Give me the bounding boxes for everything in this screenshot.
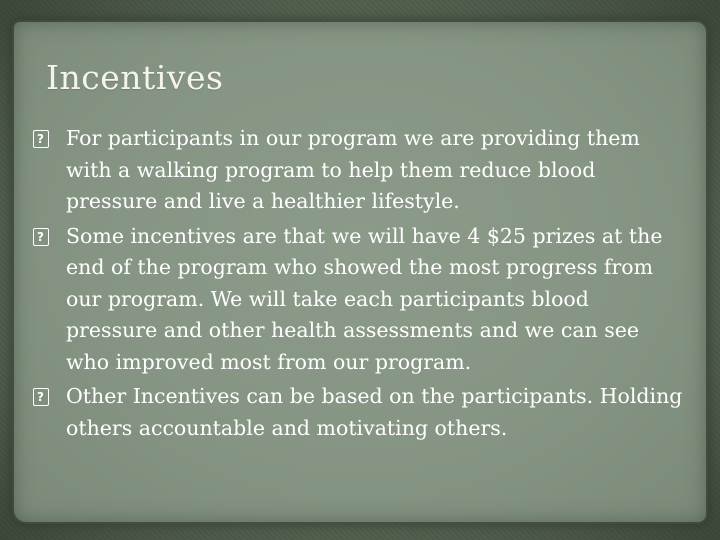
bullet-text: Other Incentives can be based on the participants. Holding others accountable and motivating others. <box>66 384 683 440</box>
missing-glyph-box-icon <box>33 228 49 246</box>
missing-glyph-box-icon <box>33 388 49 406</box>
bullet-item <box>33 221 683 379</box>
bullet-item <box>33 123 683 218</box>
bullet-item <box>33 381 683 444</box>
bullet-text: For participants in our program we are providing them with a walking program to help them reduce blood pressure and live a healthier lifestyle. <box>66 126 640 213</box>
bullet-text: Some incentives are that we will have 4 $25 prizes at the end of the program who showed the most progress from our program. We will take each participants blood pressure and other health assessments and we can see who improved most from our program. <box>66 223 663 374</box>
missing-glyph-box-icon <box>33 130 49 148</box>
bullet-list <box>33 123 683 447</box>
slide-title: Incentives <box>46 58 224 97</box>
